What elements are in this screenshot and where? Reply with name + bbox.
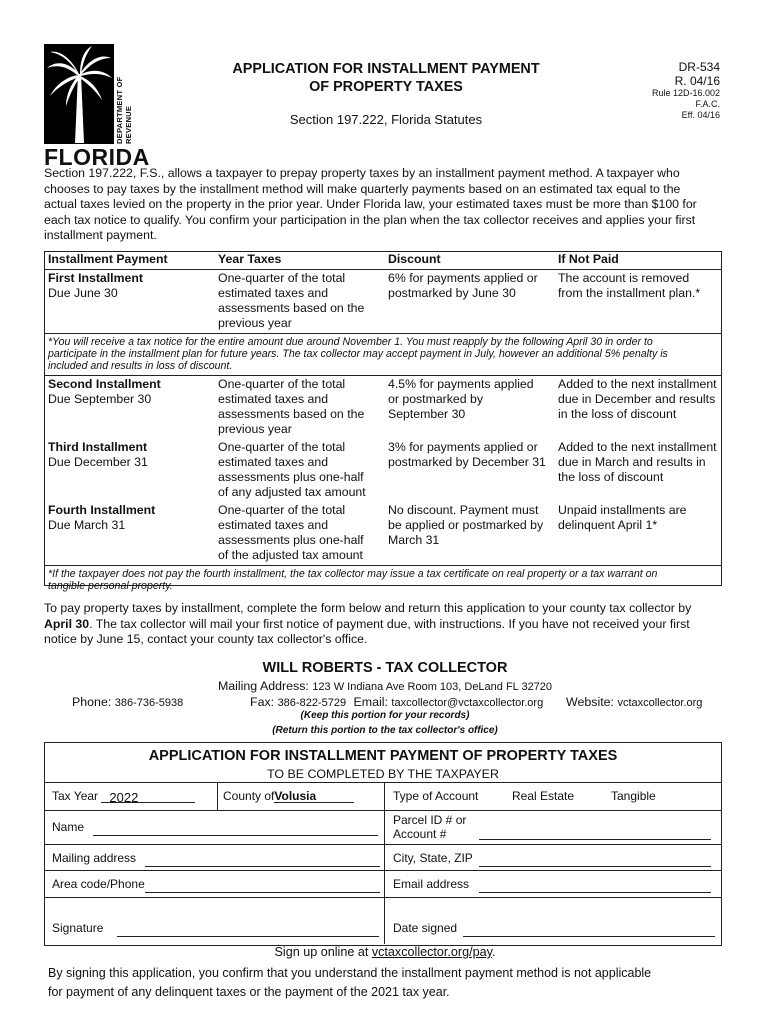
return-note: (Return this portion to the tax collector's office)	[272, 725, 498, 736]
tax-year-value[interactable]: 2022	[101, 790, 195, 803]
intro-paragraph: Section 197.222, F.S., allows a taxpayer to prepay property taxes by an installment payment method. A taxpayer who chooses to pay taxes by the installment method will make quarterly payments based on an estimated tax equal to the actual taxes levied on the property in the prior year. Under Florida law, your estimated taxes must be more than $100 for each tax notice to qualify. You confirm your participation in the plan when the tax collector receives and applies your first installment payment.	[44, 166, 697, 242]
city-state-zip-input[interactable]	[479, 853, 711, 867]
account-type-real-estate[interactable]: Real Estate	[512, 789, 575, 803]
county-field[interactable]: County ofVolusia	[223, 789, 354, 803]
table-header-row	[44, 251, 722, 270]
consent-statement: By signing this application, you confirm that you understand the installment payment method is not applicable for payment of any delinquent taxes or the payment of the 2021 tax year.	[48, 966, 652, 999]
application-form	[44, 742, 722, 946]
table-row: Second Installment Due September 30 One-quarter of the total estimated taxes and assessments based on the previous year 4.5% for payments applied or postmarked by September 30 Added to the next installment due in December and results in the loss of discount	[48, 377, 717, 436]
mailing-address: Mailing Address: 123 W Indiana Ave Room 103, DeLand FL 32720	[217, 679, 553, 693]
florida-dor-logo	[44, 44, 150, 174]
form-revision: R. 04/16	[674, 74, 720, 88]
page-title: APPLICATION FOR INSTALLMENT PAYMENT OF PROPERTY TAXES	[232, 61, 540, 95]
date-signed-label: Date signed	[393, 921, 458, 935]
name-label: Name	[52, 820, 85, 834]
keep-note: (Keep this portion for your records)	[300, 710, 470, 721]
date-signed-input[interactable]	[463, 923, 715, 937]
account-type-label: Type of Account	[393, 789, 479, 803]
tax-year-field[interactable]: Tax Year 2022	[52, 789, 195, 803]
deadline-date: April 30	[44, 616, 90, 631]
installment-table	[44, 251, 722, 595]
installment-name: Third Installment	[48, 440, 148, 454]
email-label: Email address	[393, 877, 470, 891]
table-row: First Installment Due June 30 One-quarter of the total estimated taxes and assessments based on the previous year 6% for payments applied or postmarked by June 30 The account is removed from the installment plan.*	[48, 271, 701, 330]
form-rule: Rule 12D-16.002	[651, 88, 720, 98]
signup-link[interactable]: vctaxcollector.org/pay	[371, 945, 492, 959]
statute-reference: Section 197.222, Florida Statutes	[289, 112, 483, 127]
county-value[interactable]: Volusia	[274, 789, 354, 803]
mailing-address-input[interactable]	[145, 853, 380, 867]
city-state-zip-label: City, State, ZIP	[393, 851, 473, 865]
installment-name: Second Installment	[48, 377, 161, 391]
name-input[interactable]	[93, 822, 378, 836]
form-code-block	[620, 60, 720, 121]
instructions-paragraph: To pay property taxes by installment, complete the form below and return this application to your county tax collector by April 30. The tax collector will mail your first notice of payment due, with instructions. If you have not received your first notice by June 15, contact your county tax collector's office.	[44, 601, 692, 646]
website-info: Website: vctaxcollector.org	[566, 695, 703, 709]
department-label: DEPARTMENT OF REVENUE	[115, 76, 133, 144]
installment-due: Due March 31	[48, 518, 126, 532]
table-footnote: *You will receive a tax notice for the entire amount due around November 1. You must reapply by the following April 30 in order to participate in the installment plan for future years. The tax collector may accept payment in July, however an additional 5% penalty is included and results in loss of discount.	[44, 334, 722, 376]
email-input[interactable]	[479, 879, 711, 893]
form-subtitle: TO BE COMPLETED BY THE TAXPAYER	[267, 767, 499, 781]
form-title: APPLICATION FOR INSTALLMENT PAYMENT OF PROPERTY TAXES	[148, 748, 618, 764]
column-header: Year Taxes	[214, 251, 384, 270]
parcel-label: Parcel ID # or Account #	[393, 813, 467, 841]
account-type-tangible[interactable]: Tangible	[611, 789, 656, 803]
installment-name: First Installment	[48, 271, 143, 285]
state-wordmark: FLORIDA	[44, 144, 150, 170]
form-fac: F.A.C.	[695, 99, 720, 109]
installment-due: Due September 30	[48, 392, 152, 406]
installment-due: Due December 31	[48, 455, 148, 469]
phone-input[interactable]	[145, 879, 380, 893]
form-effective: Eff. 04/16	[681, 110, 720, 120]
phone-info: Phone: 386-736-5938	[72, 695, 184, 709]
signature-input[interactable]	[117, 923, 379, 937]
table-footnote: *If the taxpayer does not pay the fourth installment, the tax collector may issue a tax certificate on real property or a tax warrant on tangible personal property.	[44, 566, 722, 596]
table-row: Fourth Installment Due March 31 One-quarter of the total estimated taxes and assessments plus one-half of the adjusted tax amount No discount. Payment must be applied or postmarked by March 31 Unpaid installments are delinquent April 1*	[48, 503, 687, 562]
signature-label: Signature	[52, 921, 104, 935]
installment-due: Due June 30	[48, 286, 118, 300]
installment-name: Fourth Installment	[48, 503, 156, 517]
column-header: Installment Payment	[44, 251, 214, 270]
fax-email-info: Fax: 386-822-5729 Email: taxcollector@vctaxcollector.org	[250, 695, 544, 709]
table-row: Third Installment Due December 31 One-quarter of the total estimated taxes and assessments plus one-half of any adjusted tax amount 3% for payments applied or postmarked by December 31 Added to the next installment due in March and results in the loss of discount	[48, 440, 717, 499]
column-header: If Not Paid	[554, 251, 722, 270]
mailing-address-label: Mailing address	[52, 851, 137, 865]
form-number: DR-534	[678, 60, 720, 74]
phone-label: Area code/Phone	[52, 877, 145, 891]
column-header: Discount	[384, 251, 554, 270]
parcel-input[interactable]	[479, 826, 711, 840]
signup-line: Sign up online at vctaxcollector.org/pay.	[274, 945, 496, 959]
palm-tree-icon	[44, 44, 114, 144]
collector-name: WILL ROBERTS - TAX COLLECTOR	[262, 660, 508, 676]
